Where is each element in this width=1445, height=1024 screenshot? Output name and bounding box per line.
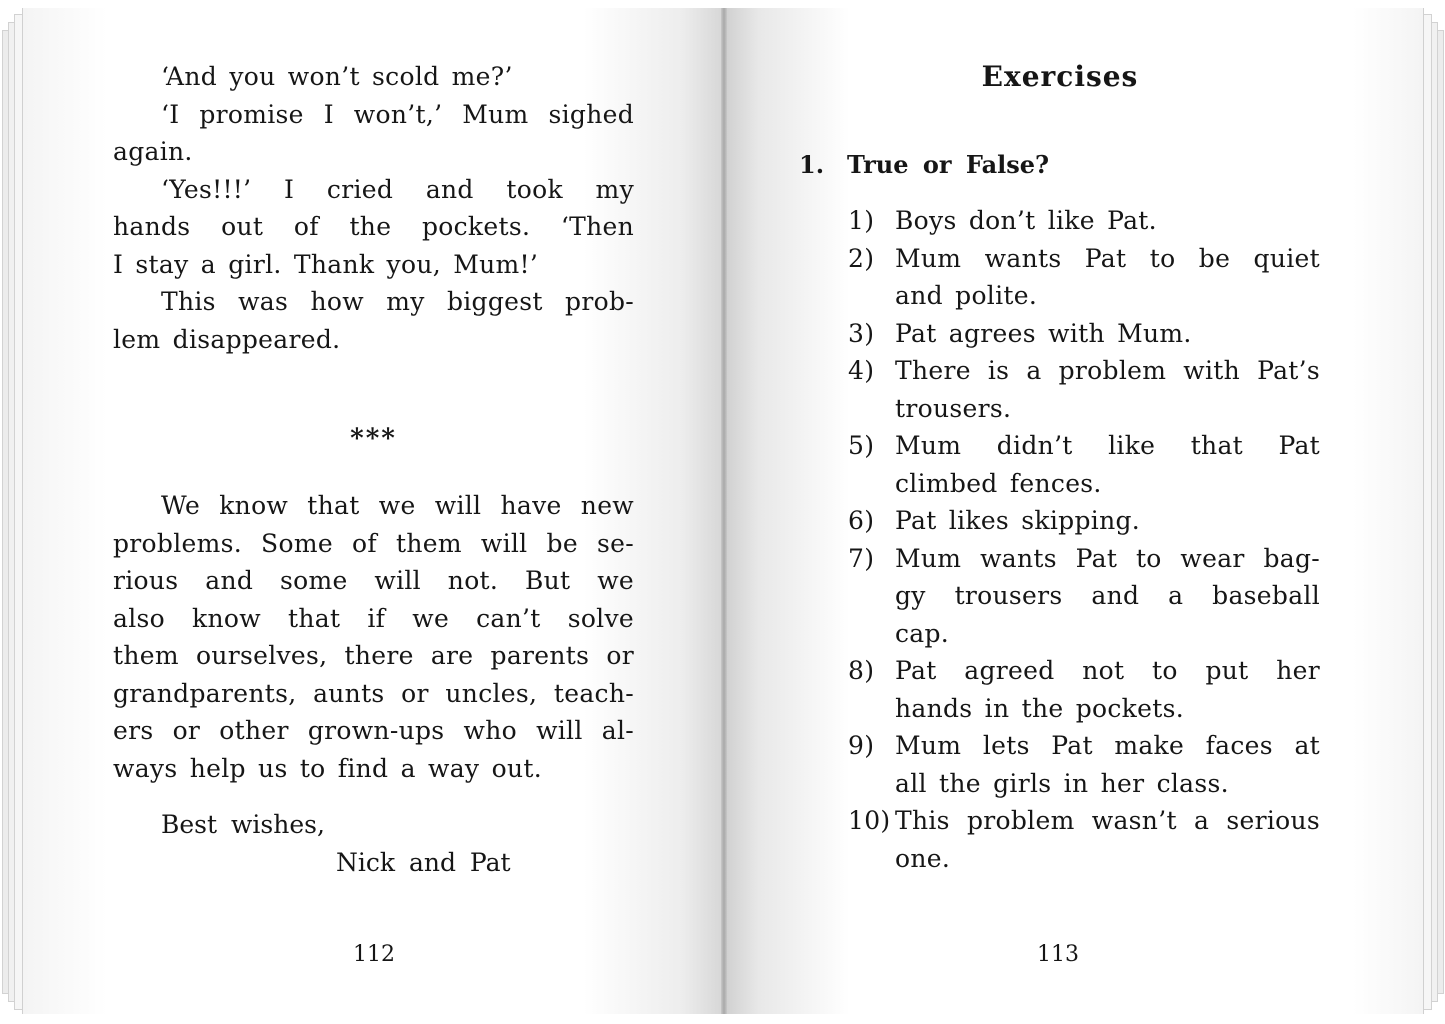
signature: Nick and Pat: [336, 848, 511, 877]
text-line: grandparents, aunts or uncles, teach-: [113, 678, 634, 708]
exercise-title: True or False?: [847, 150, 1050, 179]
item-text: Pat agrees with Mum.: [895, 318, 1192, 348]
item-text: hands in the pockets.: [895, 693, 1184, 723]
item-text: Boys don’t like Pat.: [895, 206, 1157, 235]
item-text: Mum wants Pat to be quiet: [895, 243, 1320, 273]
page-number-left: 112: [353, 942, 395, 967]
text-line: them ourselves, there are parents or: [113, 641, 634, 670]
exercise-number: 1.: [799, 150, 825, 179]
page-number-right: 113: [1037, 942, 1079, 967]
item-number: 1): [848, 206, 875, 235]
item-number: 3): [848, 318, 875, 348]
item-text: Mum didn’t like that Pat: [895, 431, 1320, 460]
text-line: rious and some will not. But we: [113, 566, 634, 595]
item-number: 5): [848, 431, 875, 460]
list-item: [848, 202, 1320, 240]
item-number: 10): [848, 806, 891, 835]
item-text: Mum wants Pat to wear bag-: [895, 543, 1320, 573]
item-text: Pat agreed not to put her: [895, 656, 1320, 685]
list-item: [848, 502, 1320, 540]
item-text: There is a problem with Pat’s: [895, 356, 1320, 385]
list-item: [848, 727, 1320, 802]
text-line: I stay a girl. Thank you, Mum!’: [113, 249, 539, 279]
list-item: [848, 652, 1320, 727]
item-text: This problem wasn’t a serious: [895, 806, 1320, 835]
item-text: trousers.: [895, 393, 1012, 423]
section-separator: ***: [350, 424, 397, 454]
page-title: Exercises: [981, 60, 1139, 93]
exercise-heading: [799, 150, 1049, 179]
text-line: ‘And you won’t scold me?’: [161, 62, 513, 91]
story-text: [113, 58, 634, 358]
item-text: gy trousers and a baseball: [895, 581, 1320, 610]
text-line: hands out of the pockets. ‘Then: [113, 212, 634, 241]
item-text: climbed fences.: [895, 468, 1102, 498]
text-line: ‘Yes!!!’ I cried and took my: [161, 174, 634, 204]
item-number: 8): [848, 656, 875, 685]
text-line: lem disappeared.: [113, 324, 341, 354]
item-text: one.: [895, 843, 951, 873]
item-number: 7): [848, 543, 875, 573]
true-false-list: [848, 202, 1320, 877]
text-line: ers or other grown-ups who will al-: [113, 716, 634, 745]
item-text: Pat likes skipping.: [895, 506, 1141, 535]
text-line: We know that we will have new: [161, 491, 634, 520]
text-line: also know that if we can’t solve: [113, 603, 634, 633]
list-item: [848, 315, 1320, 353]
list-item: [848, 540, 1320, 653]
book-gutter: [721, 8, 727, 1014]
item-number: 6): [848, 506, 875, 535]
text-line: problems. Some of them will be se-: [113, 528, 634, 558]
item-text: all the girls in her class.: [895, 768, 1229, 798]
item-number: 4): [848, 356, 875, 385]
item-text: and polite.: [895, 281, 1038, 310]
closing-paragraph: [113, 487, 634, 787]
text-line: ways help us to find a way out.: [113, 753, 542, 783]
list-item: [848, 427, 1320, 502]
item-text: cap.: [895, 618, 950, 648]
text-line: ‘I promise I won’t,’ Mum sighed: [161, 99, 634, 129]
list-item: [848, 802, 1320, 877]
text-line: This was how my biggest prob-: [161, 287, 634, 316]
signoff: Best wishes,: [161, 810, 325, 839]
item-number: 2): [848, 243, 875, 273]
list-item: [848, 240, 1320, 315]
item-number: 9): [848, 731, 875, 760]
item-text: Mum lets Pat make faces at: [895, 731, 1320, 760]
text-line: again.: [113, 137, 193, 166]
list-item: [848, 352, 1320, 427]
